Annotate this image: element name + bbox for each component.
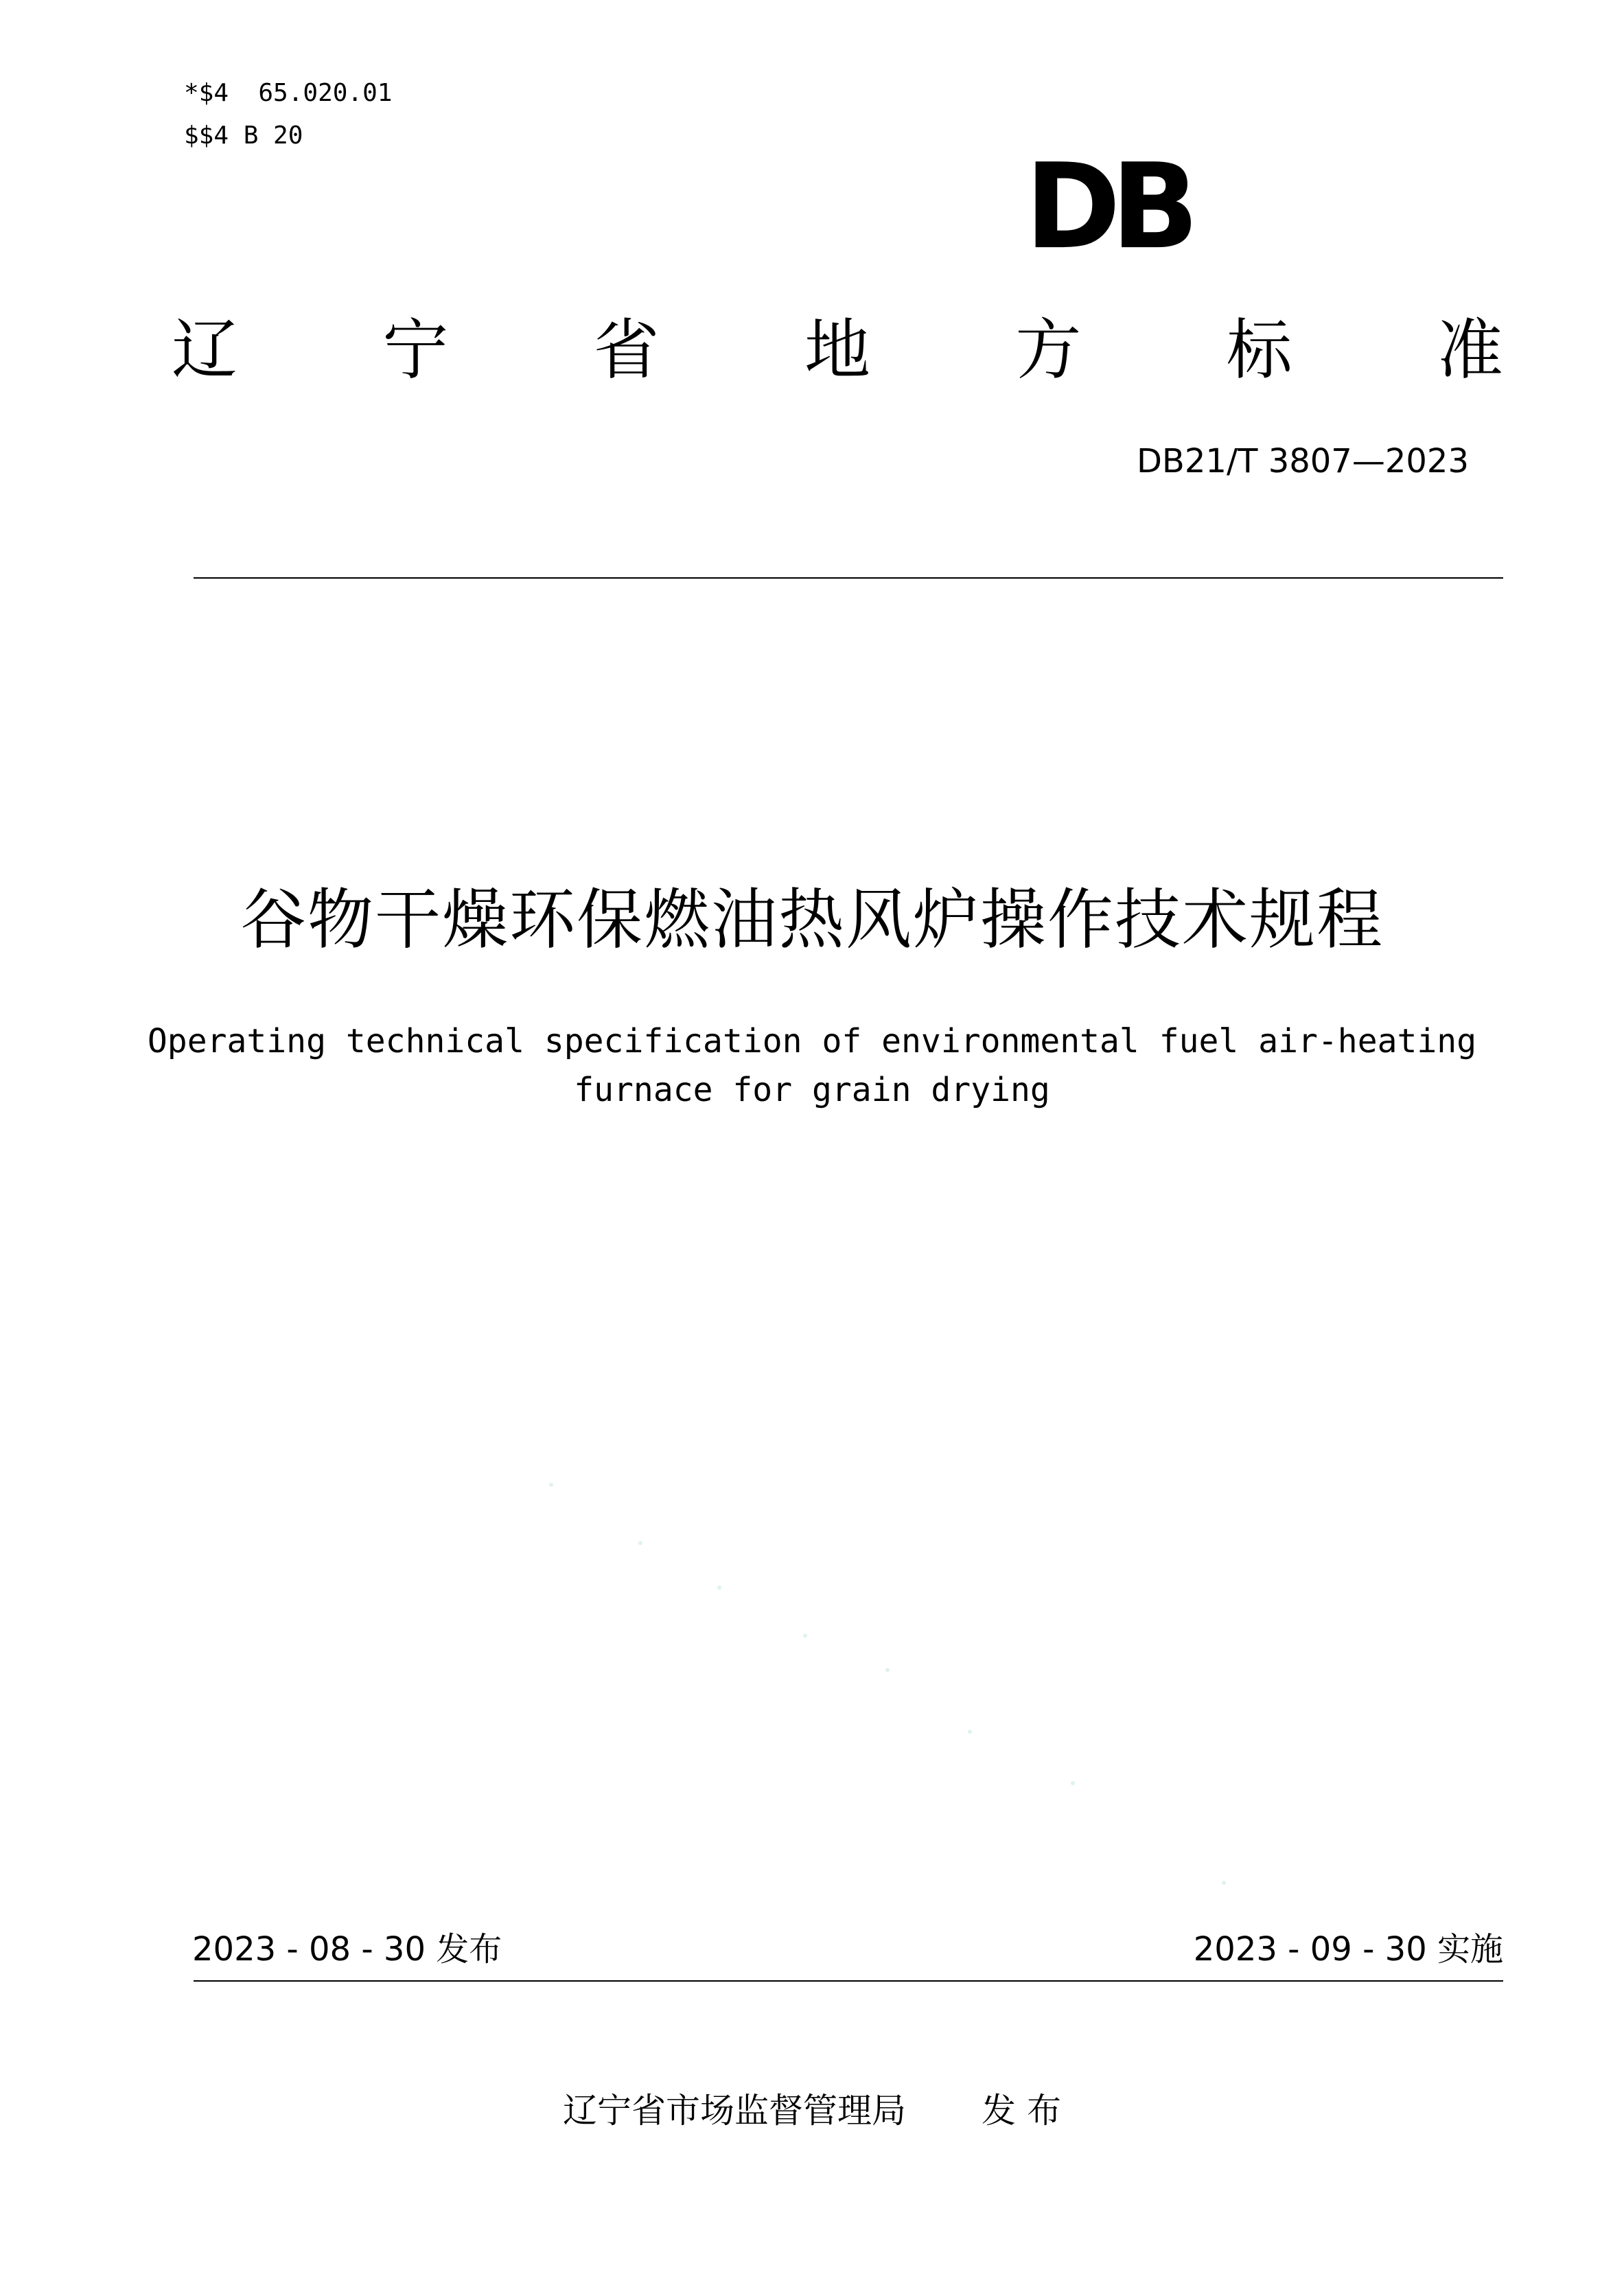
top-divider bbox=[194, 577, 1503, 579]
bottom-divider bbox=[194, 1980, 1503, 1982]
standard-type-char: 标 bbox=[1226, 312, 1292, 389]
standard-type-char: 方 bbox=[1015, 312, 1082, 389]
standard-type-heading bbox=[172, 309, 1503, 391]
title-english-line2: furnace for grain drying bbox=[574, 1071, 1050, 1109]
standard-number: DB21/T 3807—2023 bbox=[1136, 442, 1469, 480]
scan-speckle bbox=[638, 1541, 642, 1545]
standard-type-char: 宁 bbox=[382, 312, 449, 389]
scan-speckle bbox=[1071, 1781, 1075, 1785]
scan-speckle bbox=[549, 1483, 553, 1487]
publisher-action: 发 布 bbox=[982, 2091, 1061, 2131]
scan-speckle bbox=[968, 1730, 972, 1734]
implementation-date: 2023 - 09 - 30 实施 bbox=[1193, 1930, 1503, 1969]
publisher-line bbox=[0, 2087, 1624, 2135]
ics-code: *$4 65.020.01 bbox=[184, 79, 393, 107]
standard-type-char: 省 bbox=[593, 312, 660, 389]
scan-speckle bbox=[803, 1634, 807, 1638]
title-chinese: 谷物干燥环保燃油热风炉操作技术规程 bbox=[240, 881, 1384, 958]
standard-type-char: 辽 bbox=[172, 312, 237, 389]
publisher-name: 辽宁省市场监督管理局 bbox=[563, 2091, 907, 2131]
ccs-code: $$4 B 20 bbox=[184, 121, 303, 150]
db-logo: DB bbox=[1025, 138, 1190, 275]
title-english-line1: Operating technical specification of environmental fuel air-heating bbox=[147, 1022, 1477, 1060]
issue-date: 2023 - 08 - 30 发布 bbox=[192, 1930, 502, 1969]
standard-type-char: 准 bbox=[1437, 312, 1503, 389]
scan-speckle bbox=[717, 1586, 721, 1590]
scan-speckle bbox=[885, 1668, 890, 1672]
standard-type-char: 地 bbox=[804, 312, 870, 389]
scan-speckle bbox=[1222, 1881, 1226, 1885]
